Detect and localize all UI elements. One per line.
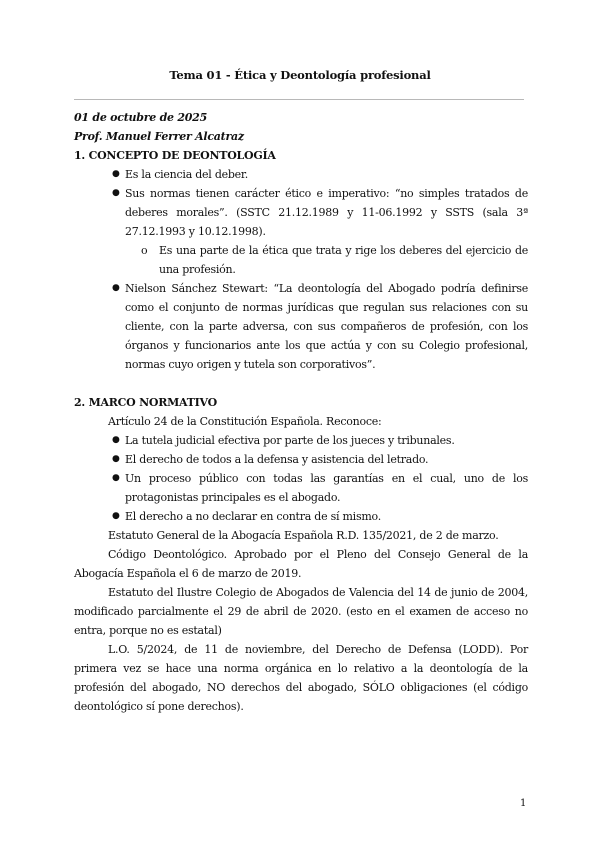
title-divider: [74, 99, 524, 100]
sub-bullet-icon: o: [141, 244, 148, 257]
list-item: [74, 507, 528, 526]
concepto-list: [74, 165, 528, 374]
bullet-icon: ●: [112, 169, 120, 179]
list-item: [74, 469, 528, 507]
marco-list: [74, 431, 528, 526]
bullet-icon: ●: [112, 283, 120, 293]
list-item-text: El derecho a no declarar en contra de sí mismo.: [125, 510, 381, 523]
sub-list: [125, 241, 528, 279]
page-number: 1: [520, 798, 527, 809]
sub-list-item-text: Es una parte de la ética que trata y rige los deberes del ejercicio de una profesión.: [159, 244, 528, 276]
bullet-icon: ●: [112, 454, 120, 464]
paragraph: Artículo 24 de la Constitución Española. Reconoce:: [108, 415, 382, 428]
list-item-text: Sus normas tienen carácter ético e imperativo: “no simples tratados de deberes morales”. (SSTC 21.12.1989 y 11-06.1992 y SSTS (sala 3ª 27.12.1993 y 10.12.1998).: [125, 187, 528, 238]
bullet-icon: ●: [112, 511, 120, 521]
sub-list-item: [125, 241, 528, 279]
list-item-text: El derecho de todos a la defensa y asistencia del letrado.: [125, 453, 429, 466]
section-heading-marco: 2. MARCO NORMATIVO: [74, 396, 217, 409]
paragraph: L.O. 5/2024, de 11 de noviembre, del Derecho de Defensa (LODD). Por primera vez se hace una norma orgánica en lo relativo a la deontología de la profesión del abogado, NO derechos del abogado, SÓLO obligaciones (el código deontológico sí pone derechos).: [74, 643, 528, 713]
list-item: [74, 165, 528, 184]
paragraph: Código Deontológico. Aprobado por el Pleno del Consejo General de la Abogacía Española el 6 de marzo de 2019.: [74, 548, 528, 580]
list-item-text: Nielson Sánchez Stewart: “La deontología del Abogado podría definirse como el conjunto de normas jurídicas que regulan sus relaciones con su cliente, con la parte adversa, con sus compañeros de profesión, con los órganos y funcionarios ante los que actúa y con su Colegio profesional, normas cuyo origen y tutela son corporativos”.: [125, 282, 528, 371]
professor-name: Prof. Manuel Ferrer Alcatraz: [74, 130, 244, 143]
list-item-text: La tutela judicial efectiva por parte de los jueces y tribunales.: [125, 434, 455, 447]
paragraph: Estatuto del Ilustre Colegio de Abogados de Valencia del 14 de junio de 2004, modificado parcialmente el 29 de abril de 2020. (esto en el examen de acceso no entra, porque no es estatal): [74, 586, 528, 637]
list-item-text: Es la ciencia del deber.: [125, 168, 248, 181]
document-body: [74, 108, 528, 716]
list-item: [74, 184, 528, 279]
bullet-icon: ●: [112, 188, 120, 198]
document-title: Tema 01 - Ética y Deontología profesional: [169, 68, 431, 82]
paragraph: Estatuto General de la Abogacía Española R.D. 135/2021, de 2 de marzo.: [108, 529, 499, 542]
lecture-date: 01 de octubre de 2025: [74, 111, 207, 124]
list-item: [74, 431, 528, 450]
list-item: [74, 279, 528, 374]
list-item-text: Un proceso público con todas las garantías en el cual, uno de los protagonistas principales es el abogado.: [125, 472, 528, 504]
bullet-icon: ●: [112, 435, 120, 445]
list-item: [74, 450, 528, 469]
bullet-icon: ●: [112, 473, 120, 483]
section-heading-concepto: 1. CONCEPTO DE DEONTOLOGÍA: [74, 149, 276, 162]
